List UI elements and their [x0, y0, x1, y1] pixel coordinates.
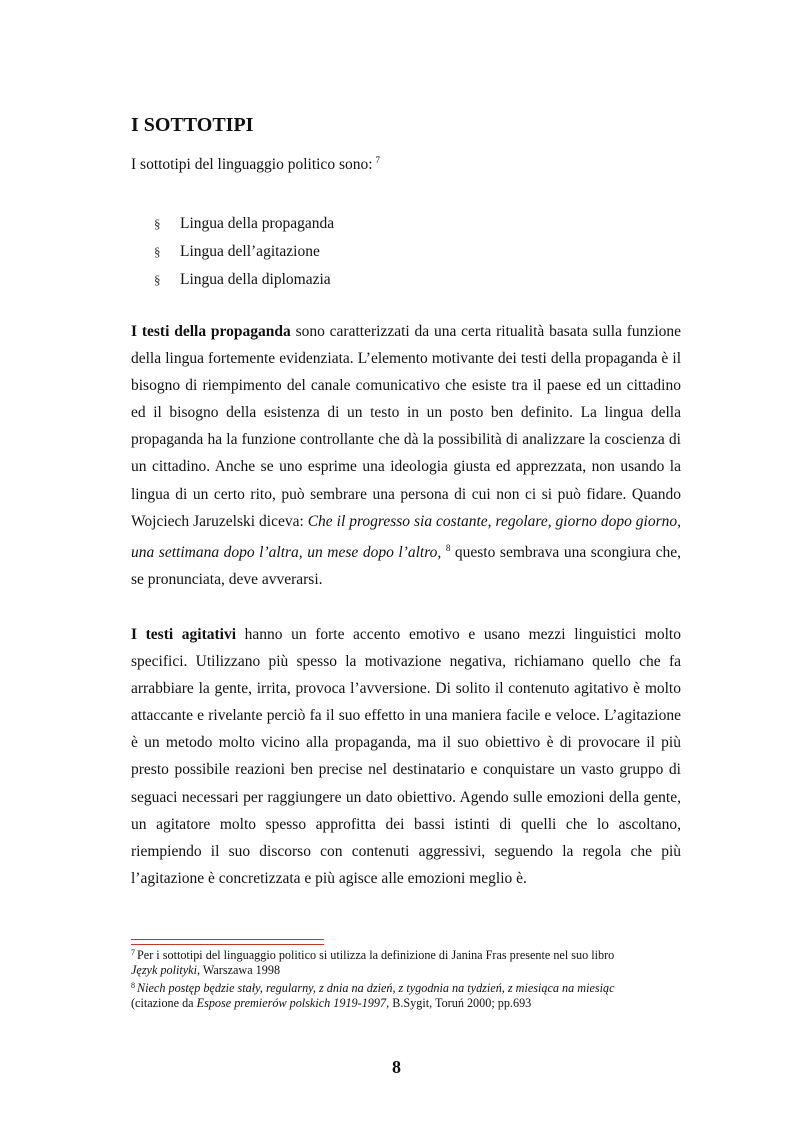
- agitation-paragraph: [131, 621, 681, 892]
- list-item-text: Lingua della propaganda: [180, 215, 335, 232]
- list-item-text: Lingua della diplomazia: [180, 271, 331, 288]
- footnote-ref-8[interactable]: 8: [445, 542, 451, 553]
- subtype-list: [154, 210, 334, 294]
- jaruzelski-quote: Che il progresso sia costante, regolare, giorno dopo giorno, una settimana dopo l’altra, un mese dopo l’altro,: [131, 512, 681, 561]
- section-sign-bullet-icon: §: [154, 244, 161, 259]
- footnote-quote: Niech postęp będzie stały, regularny, z dnia na dzień, z tygodnia na tydzień, z miesiąca na miesiąc: [137, 981, 615, 995]
- footnote-number: 7: [131, 948, 135, 957]
- footnote-text: , B.Sygit, Toruń 2000; pp.693: [386, 996, 532, 1010]
- footnote-8: [131, 978, 691, 1011]
- footnote-text: (citazione da: [131, 996, 197, 1010]
- footnote-book-title: Język polityki,: [131, 963, 201, 977]
- footnote-book-title: Espose premierów polskich 1919-1997: [196, 996, 387, 1010]
- footnote-text: Per i sottotipi del linguaggio politico si utilizza la definizione di Janina Fras presente nel suo libro: [137, 948, 615, 962]
- footnote-7: [131, 945, 691, 978]
- page-number: 8: [392, 1057, 401, 1077]
- paragraph-lead: I testi agitativi: [131, 626, 237, 643]
- footnote-text: Warszawa 1998: [200, 963, 281, 977]
- footnotes: [131, 945, 691, 1011]
- section-heading: I SOTTOTIPI: [131, 114, 254, 136]
- propaganda-paragraph: [131, 318, 681, 593]
- paragraph-body: sono caratterizzati da una certa ritualità basata sulla funzione della lingua fortemente evidenziata. L’elemento motivante dei testi della propaganda è il bisogno di riempimento del canale comunicativo che esiste tra il paese ed un cittadino ed il bisogno della esistenza di un testo in un posto ben definito. La lingua della propaganda ha la funzione controllante che dà la possibilità di analizzare la coscienza di un cittadino. Anche se uno esprime una ideologia giusta ed apprezzata, non usando la lingua di un certo rito, può sembrare una persona di cui non ci si può fidare. Quando Wojciech Jaruzelski diceva:: [131, 323, 681, 530]
- list-item: [154, 238, 334, 266]
- section-sign-bullet-icon: §: [154, 272, 161, 287]
- list-item: [154, 266, 334, 294]
- paragraph-tail: questo sembrava una scongiura che, se pronunciata, deve avverarsi.: [131, 543, 681, 588]
- paragraph-body: hanno un forte accento emotivo e usano mezzi linguistici molto specifici. Utilizzano più spesso la motivazione negativa, richiamano quello che fa arrabbiare la gente, irrita, provoca l’avversione. Di solito il contenuto agitativo è molto attaccante e rivelante perciò fa il suo effetto in una maniera facile e veloce. L’agitazione è un metodo molto vicino alla propaganda, ma il suo obiettivo è di provocare il più presto possibile reazioni ben precise nel destinatario e conquistare un vasto gruppo di seguaci necessari per raggiungere un dato obiettivo. Agendo sulle emozioni della gente, un agitatore molto spesso approfitta dei bassi istinti di quelli che lo ascoltano, riempiendo il suo discorso con contenuti aggressivi, seguendo la regola che più l’agitazione è concretizzata e più agisce alle emozioni meglio è.: [131, 626, 681, 887]
- intro-line: [131, 155, 380, 174]
- list-item: [154, 210, 334, 238]
- paragraph-lead: I testi della propaganda: [131, 323, 291, 340]
- footnote-number: 8: [131, 981, 135, 990]
- intro-text: I sottotipi del linguaggio politico sono:: [131, 156, 373, 173]
- footnote-separator: [131, 939, 324, 940]
- footnote-ref-7[interactable]: 7: [375, 155, 381, 165]
- list-item-text: Lingua dell’agitazione: [180, 243, 320, 260]
- section-sign-bullet-icon: §: [154, 216, 161, 231]
